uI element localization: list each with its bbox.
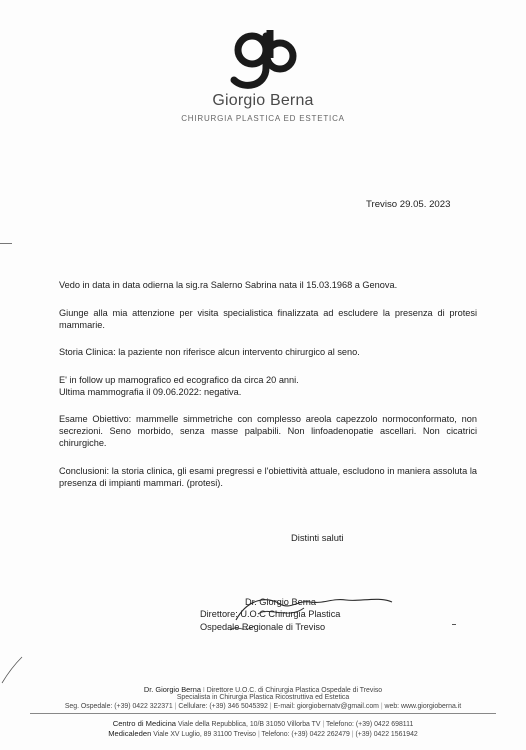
letter-date: Treviso 29.05. 2023 (366, 199, 451, 210)
footer-contacts (0, 703, 526, 710)
footer-separator: | (257, 731, 260, 738)
footer-cell-label: Cellulare: (178, 703, 208, 710)
pen-mark (452, 624, 456, 625)
paragraph-visit: Vedo in data in data odierna la sig.ra Salerno Sabrina nata il 15.03.1968 a Genova. (59, 280, 398, 290)
handwritten-signature (228, 590, 398, 636)
footer-cell-phone: (+39) 346 5045392 (209, 703, 268, 710)
footer-line-doctor (0, 685, 526, 694)
footer-clinic-address: Viale della Repubblica, 10/B 31050 Villorba TV (177, 721, 321, 728)
footer-website[interactable]: www.giorgioberna.it (401, 703, 462, 710)
footer-clinic-phone: (+39) 0422 698111 (355, 721, 414, 728)
footer-web-label: web: (384, 703, 400, 710)
footer-seg-phone: (+39) 0422 322371 (114, 703, 173, 710)
paragraph-last-mammography: Ultima mammografia il 09.06.2022: negativa. (59, 387, 242, 397)
signer-role: Direttore: U.O.C Chirurgia Plastica (200, 609, 341, 620)
margin-scratch (0, 655, 40, 685)
footer-doctor-title: Direttore U.O.C. di Chirurgia Plastica Ospedale di Treviso (206, 687, 383, 694)
closing-regards: Distinti saluti (291, 532, 344, 543)
signer-hospital: Ospedale Regionale di Treviso (200, 621, 326, 632)
paragraph-exam: Esame Obiettivo: mammelle simmetriche con complesso areola capezzolo normoconformato, non secrezioni. Seno morbido, senza masse palpabili. Non linfoadenopatie ascellari. Non cicatrici chirurgiche. (59, 414, 477, 449)
signer-name: Dr. Giorgio Berna (245, 597, 316, 607)
brand-name: Giorgio Berna (212, 92, 314, 109)
footer-specialty: Specialista in Chirurgia Plastica Ricostruttiva ed Estetica (176, 694, 350, 701)
footer-email[interactable]: giorgiobernatv@gmail.com (296, 703, 379, 710)
footer-clinic-address: Viale XV Luglio, 89 31100 Treviso (153, 731, 257, 738)
footer-clinic-phone: (+39) 0422 262479 (291, 731, 350, 738)
paragraph-reason: Giunge alla mia attenzione per visita specialistica finalizzata ad escludere la presenza di protesi mammarie. (59, 308, 477, 331)
footer-separator: I (202, 687, 205, 694)
footer-clinic-phone: (+39) 0422 1561942 (355, 731, 418, 738)
brand-subtitle: CHIRURGIA PLASTICA ED ESTETICA (181, 114, 345, 123)
footer-clinic-medicaleden (0, 729, 526, 738)
footer-email-label: E-mail: (273, 703, 295, 710)
footer-separator: | (351, 731, 354, 738)
margin-mark (0, 243, 12, 244)
paragraph-conclusions: Conclusioni: la storia clinica, gli esami pregressi e l'obiettività attuale, escludono in maniera assoluta la presenza di impianti mammari. (protesi). (59, 466, 477, 489)
footer-clinic-name: Centro di Medicina (112, 719, 177, 728)
footer-clinic-centro (0, 719, 526, 728)
footer-phone-label: Telefono: (325, 721, 354, 728)
footer-clinic-name: Medicaleden (108, 729, 152, 738)
footer-separator: | (269, 703, 272, 710)
footer-doctor-name: Dr. Giorgio Berna (143, 685, 201, 694)
footer-seg-label: Seg. Ospedale: (64, 703, 113, 710)
footer-separator: | (380, 703, 383, 710)
footer-separator: | (322, 721, 325, 728)
paragraph-history: Storia Clinica: la paziente non riferisce alcun intervento chirurgico al seno. (59, 347, 360, 357)
paragraph-followup: E' in follow up mamografico ed ecografico da circa 20 anni. (59, 375, 299, 385)
footer-divider (30, 713, 496, 714)
footer-phone-label: Telefono: (261, 731, 290, 738)
gb-monogram-logo (218, 28, 308, 94)
footer-separator: | (174, 703, 177, 710)
